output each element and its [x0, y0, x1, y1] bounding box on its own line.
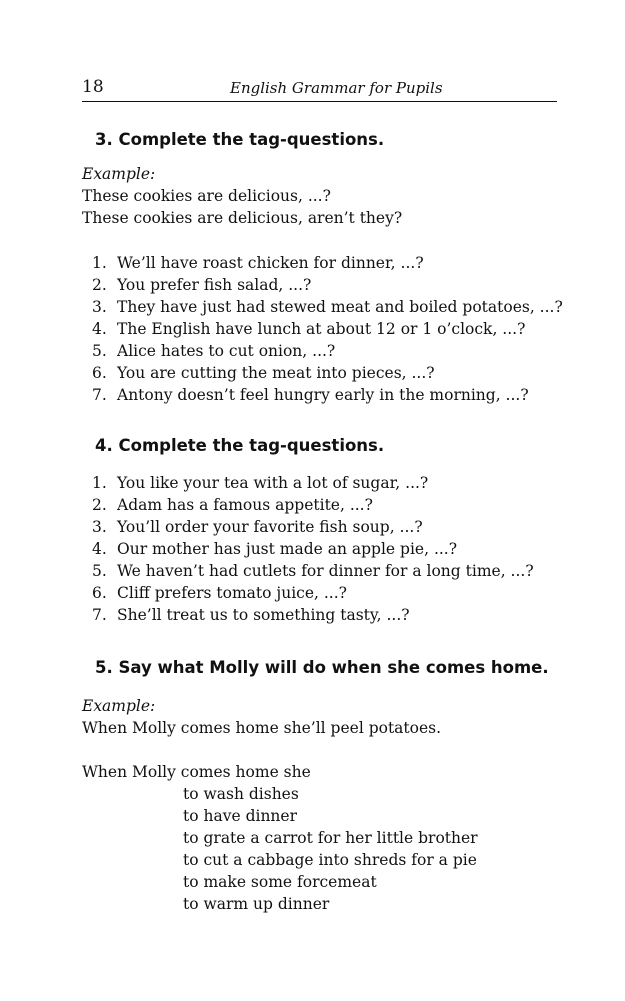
exercise-3-item: 1. We’ll have roast chicken for dinner, ...? — [92, 254, 424, 272]
exercise-4-item: 7. She’ll treat us to something tasty, ...? — [92, 606, 410, 624]
exercise-3-item: 6. You are cutting the meat into pieces, ...? — [92, 364, 435, 382]
exercise-5-option: to cut a cabbage into shreds for a pie — [183, 851, 477, 869]
exercise-3-item: 2. You prefer fish salad, ...? — [92, 276, 312, 294]
exercise-3-item: 7. Antony doesn’t feel hungry early in the morning, ...? — [92, 386, 529, 404]
exercise-4-item: 1. You like your tea with a lot of sugar, ...? — [92, 474, 429, 492]
page-number: 18 — [82, 77, 104, 97]
exercise-3-heading: 3. Complete the tag-questions. — [95, 130, 385, 149]
exercise-5-example-sentence: When Molly comes home she’ll peel potatoes. — [82, 719, 442, 737]
exercise-5-option: to warm up dinner — [183, 895, 330, 913]
exercise-3-example-prompt: These cookies are delicious, ...? — [82, 187, 331, 205]
exercise-4-item: 2. Adam has a famous appetite, ...? — [92, 496, 373, 514]
exercise-4-item: 3. You’ll order your favorite fish soup, ...? — [92, 518, 423, 536]
running-title: English Grammar for Pupils — [230, 79, 443, 97]
exercise-5-heading: 5. Say what Molly will do when she comes home. — [95, 658, 549, 677]
exercise-5-option: to have dinner — [183, 807, 297, 825]
exercise-4-item: 5. We haven’t had cutlets for dinner for a long time, ...? — [92, 562, 534, 580]
exercise-4-heading: 4. Complete the tag-questions. — [95, 436, 385, 455]
exercise-5-stem: When Molly comes home she — [82, 763, 311, 781]
exercise-5-option: to wash dishes — [183, 785, 299, 803]
exercise-5-option: to make some forcemeat — [183, 873, 377, 891]
exercise-3-example-answer: These cookies are delicious, aren’t they? — [82, 209, 403, 227]
exercise-4-item: 4. Our mother has just made an apple pie, ...? — [92, 540, 458, 558]
exercise-3-example-label: Example: — [82, 165, 156, 183]
exercise-3-item: 5. Alice hates to cut onion, ...? — [92, 342, 336, 360]
exercise-3-item: 4. The English have lunch at about 12 or 1 o’clock, ...? — [92, 320, 526, 338]
exercise-4-item: 6. Cliff prefers tomato juice, ...? — [92, 584, 347, 602]
exercise-5-example-label: Example: — [82, 697, 156, 715]
exercise-3-item: 3. They have just had stewed meat and boiled potatoes, ...? — [92, 298, 563, 316]
page-header — [82, 75, 557, 102]
exercise-5-option: to grate a carrot for her little brother — [183, 829, 478, 847]
